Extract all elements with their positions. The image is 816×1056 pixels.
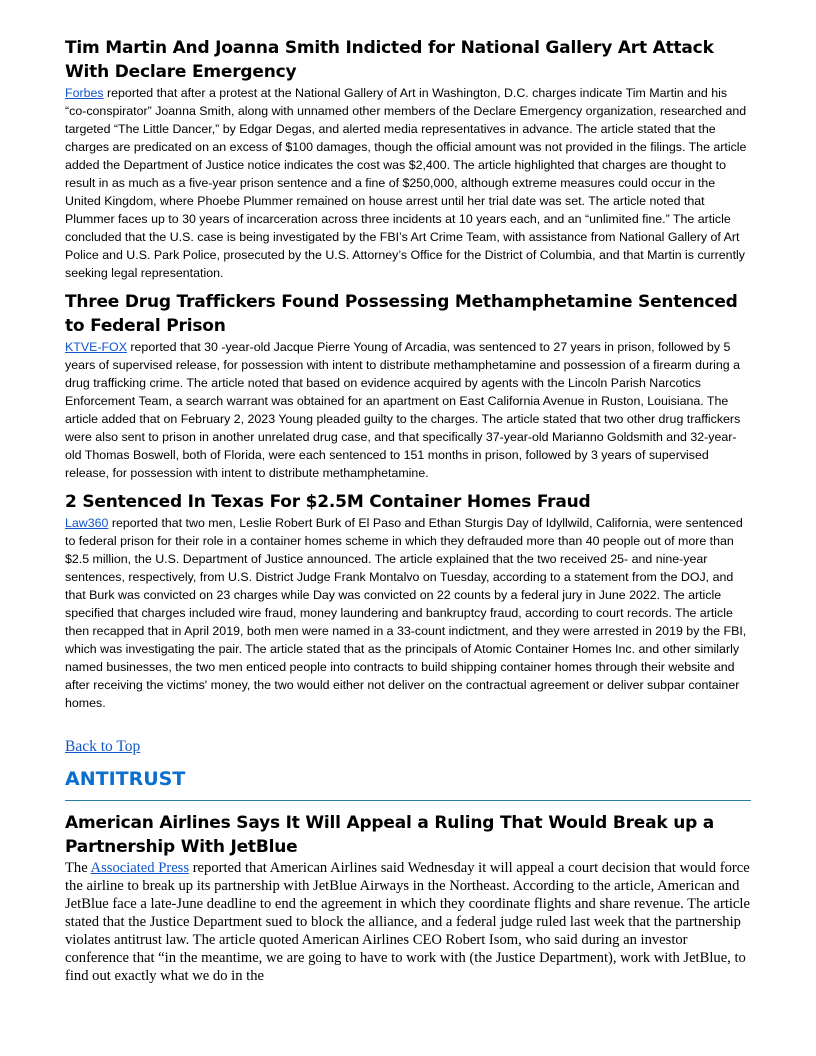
article-title: Three Drug Traffickers Found Possessing Methamphetamine Sentenced to Federal Prison xyxy=(65,292,738,336)
article-body xyxy=(65,84,751,282)
article xyxy=(65,36,751,282)
source-link[interactable]: Associated Press xyxy=(90,860,190,876)
source-link[interactable]: Law360 xyxy=(65,516,109,530)
source-link[interactable]: KTVE-FOX xyxy=(65,340,127,354)
article-text: reported that 30 -year-old Jacque Pierre Young of Arcadia, was sentenced to 27 years in prison, followed by 5 years of supervised release, for possession with intent to distribute methamphetamine and possession of a firearm during a drug trafficking crime. The article noted that based on evidence acquired by agents with the Lincoln Parish Narcotics Enforcement Team, a search warrant was obtained for an apartment on East California Avenue in Ruston, Louisiana. The article added that on February 2, 2023 Young pleaded guilty to the charges. The article stated that two other drug traffickers were also sent to prison in another unrelated drug case, and that specifically 37-year-old Marianno Goldsmith and 32-year-old Thomas Boswell, both of Florida, were each sentenced to 151 months in prison, followed by 3 years of supervised release, for possession with intent to distribute methamphetamine. xyxy=(65,340,741,480)
article-body xyxy=(65,514,751,712)
article xyxy=(65,290,751,482)
article-title: Tim Martin And Joanna Smith Indicted for National Gallery Art Attack With Declare Emergency xyxy=(65,38,714,82)
article-text: reported that two men, Leslie Robert Burk of El Paso and Ethan Sturgis Day of Idyllwild, California, were sentenced to federal prison for their role in a container homes scheme in which they defrauded more than 40 people out of more than $2.5 million, the U.S. Department of Justice announced. The article explained that the two received 25- and nine-year sentences, respectively, from U.S. District Judge Frank Montalvo on Tuesday, according to a statement from the DOJ, and that Burk was convicted on 23 charges while Day was convicted on 22 counts by a federal jury in June 2022. The article specified that charges included wire fraud, money laundering and bankruptcy fraud, according to court records. The article then recapped that in April 2019, both men were named in a 33-count indictment, and they were arrested in 2019 by the FBI, which was investigating the pair. The article stated that as the principals of Atomic Container Homes Inc. and other similarly named businesses, the two men enticed people into contracts to build shipping container homes through their website and after receiving the victims' money, the two would either not deliver on the contractual agreement or deliver subpar container homes. xyxy=(65,516,747,710)
article-body xyxy=(65,338,751,482)
article-title: 2 Sentenced In Texas For $2.5M Container Homes Fraud xyxy=(65,492,591,512)
article-text: reported that after a protest at the National Gallery of Art in Washington, D.C. charges indicate Tim Martin and his “co-conspirator” Joanna Smith, along with unnamed other members of the Declare Emergency organization, researched and targeted “The Little Dancer,” by Edgar Degas, and alerted media representatives in advance. The article stated that the charges are predicated on an excess of $100 damages, though the official amount was not provided in the filings. The article added the Department of Justice notice indicates the cost was $2,400. The article highlighted that charges are thought to result in as much as a five-year prison sentence and a fine of $250,000, although extreme measures could occur in the United Kingdom, where Phoebe Plummer remained on house arrest until her trial date was set. The article noted that Plummer faces up to 30 years of incarceration across three incidents at 10 years each, and an “unlimited fine.” The article concluded that the U.S. case is being investigated by the FBI’s Art Crime Team, with assistance from National Gallery of Art Police and U.S. Park Police, prosecuted by the U.S. Attorney’s Office for the District of Columbia, and that Martin is currently seeking legal representation. xyxy=(65,86,747,280)
document-page xyxy=(65,36,751,993)
section-divider xyxy=(65,800,751,801)
back-to-top-link[interactable]: Back to Top xyxy=(65,738,141,755)
article-text: reported that American Airlines said Wednesday it will appeal a court decision that would force the airline to break up its partnership with JetBlue Airways in the Northeast. According to the article, American and JetBlue face a late-June deadline to end the agreement in which they coordinate flights and share revenue. The article stated that the Justice Department sued to block the alliance, and a federal judge ruled last week that the partnership violates antitrust law. The article quoted American Airlines CEO Robert Isom, who said during an investor conference that “in the meantime, we are going to have to work with (the Justice Department), work with JetBlue, to find out exactly what we do in the xyxy=(65,860,750,984)
article-prefix: The xyxy=(65,860,91,876)
article xyxy=(65,490,751,712)
article xyxy=(65,811,751,985)
source-link[interactable]: Forbes xyxy=(65,86,104,100)
article-body xyxy=(65,859,751,985)
section-heading: ANTITRUST xyxy=(65,768,186,790)
article-title: American Airlines Says It Will Appeal a Ruling That Would Break up a Partnership With JetBlue xyxy=(65,813,715,857)
